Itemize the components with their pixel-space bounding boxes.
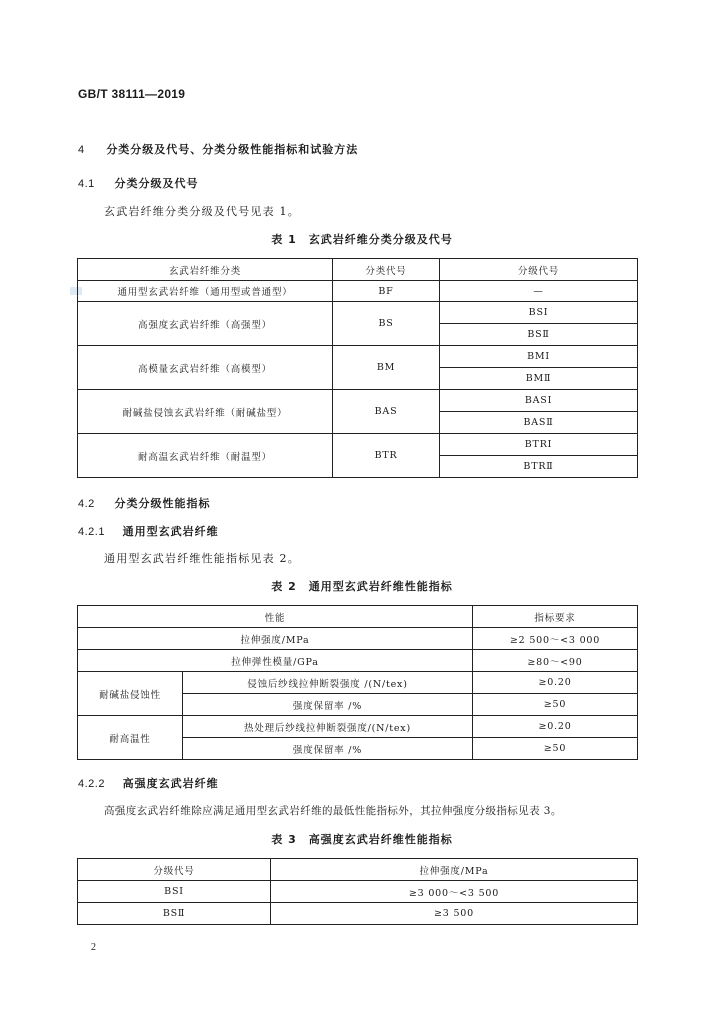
table-row: [78, 672, 638, 694]
column-header: 分级代号: [78, 859, 271, 881]
paragraph: 玄武岩纤维分类分级及代号见表 1。: [104, 205, 300, 218]
paragraph: 通用型玄武岩纤维性能指标见表 2。: [104, 552, 300, 565]
section-title: 通用型玄武岩纤维: [122, 525, 219, 538]
section-number: 4: [78, 144, 85, 156]
table-row: [78, 716, 638, 738]
grade-code-cell: BSⅠ: [78, 881, 271, 903]
type-code-cell: BTR: [333, 434, 440, 478]
fiber-type-cell: 高模量玄武岩纤维（高模型）: [78, 346, 333, 390]
property-cell: 强度保留率 /%: [183, 694, 473, 716]
table-row: [78, 390, 638, 412]
table-row: [78, 346, 638, 368]
table-2: [77, 605, 638, 760]
requirement-cell: ≥2 500～<3 000: [473, 628, 638, 650]
fiber-type-cell: 耐碱盐侵蚀玄武岩纤维（耐碱盐型）: [78, 390, 333, 434]
grade-code-cell: BSⅡ: [440, 324, 638, 346]
table-header-row: [78, 259, 638, 281]
property-cell: 拉伸强度/MPa: [78, 628, 473, 650]
grade-code-cell: BSⅠ: [440, 302, 638, 324]
grade-code-cell: BTRⅠ: [440, 434, 638, 456]
table-3: [77, 858, 638, 925]
table-row: [78, 628, 638, 650]
type-code-cell: BS: [333, 302, 440, 346]
grade-code-cell: BSⅡ: [78, 903, 271, 925]
grade-code-cell: BMⅡ: [440, 368, 638, 390]
column-header: 性能: [78, 606, 473, 628]
grade-code-cell: —: [440, 281, 638, 302]
table-3-caption: 表 3 高强度玄武岩纤维性能指标: [271, 833, 453, 846]
table-2-caption: 表 2 通用型玄武岩纤维性能指标: [271, 580, 453, 593]
type-code-cell: BAS: [333, 390, 440, 434]
tensile-strength-cell: ≥3 500: [271, 903, 638, 925]
property-cell: 拉伸弹性模量/GPa: [78, 650, 473, 672]
section-number: 4.2: [78, 498, 95, 510]
property-cell: 热处理后纱线拉伸断裂强度/(N/tex): [183, 716, 473, 738]
requirement-cell: ≥0.20: [473, 672, 638, 694]
requirement-cell: ≥50: [473, 738, 638, 760]
section-number: 4.2.1: [78, 526, 105, 538]
column-header: 玄武岩纤维分类: [78, 259, 333, 281]
paragraph: 高强度玄武岩纤维除应满足通用型玄武岩纤维的最低性能指标外，其拉伸强度分级指标见表 3。: [104, 805, 562, 817]
fiber-type-cell: 耐高温玄武岩纤维（耐温型）: [78, 434, 333, 478]
column-header: 拉伸强度/MPa: [271, 859, 638, 881]
section-number: 4.2.2: [78, 778, 105, 790]
property-group-cell: 耐碱盐侵蚀性: [78, 672, 183, 716]
property-group-cell: 耐高温性: [78, 716, 183, 760]
requirement-cell: ≥0.20: [473, 716, 638, 738]
column-header: 指标要求: [473, 606, 638, 628]
table-row: [78, 302, 638, 324]
section-title: 分类分级及代号: [114, 177, 199, 190]
tensile-strength-cell: ≥3 000～<3 500: [271, 881, 638, 903]
table-header-row: [78, 859, 638, 881]
section-4-2-1-heading: [78, 523, 219, 539]
table-row: [78, 881, 638, 903]
section-title: 高强度玄武岩纤维: [122, 777, 219, 790]
standard-code: GB/T 38111—2019: [78, 87, 186, 101]
column-header: 分级代号: [440, 259, 638, 281]
table-1-caption: 表 1 玄武岩纤维分类分级及代号: [271, 233, 453, 246]
section-title: 分类分级性能指标: [114, 497, 211, 510]
grade-code-cell: BMⅠ: [440, 346, 638, 368]
type-code-cell: BM: [333, 346, 440, 390]
column-header: 分类代号: [333, 259, 440, 281]
grade-code-cell: BTRⅡ: [440, 456, 638, 478]
fiber-type-cell: 高强度玄武岩纤维（高强型）: [78, 302, 333, 346]
requirement-cell: ≥50: [473, 694, 638, 716]
section-4-heading: [78, 141, 358, 157]
table-1: [77, 258, 638, 478]
type-code-cell: BF: [333, 281, 440, 302]
property-cell: 强度保留率 /%: [183, 738, 473, 760]
section-number: 4.1: [78, 178, 95, 190]
grade-code-cell: BASⅠ: [440, 390, 638, 412]
grade-code-cell: BASⅡ: [440, 412, 638, 434]
requirement-cell: ≥80～<90: [473, 650, 638, 672]
table-row: [78, 434, 638, 456]
fiber-type-cell: 通用型玄武岩纤维（通用型或普通型）: [78, 281, 333, 302]
table-row: [78, 281, 638, 302]
section-4-2-2-heading: [78, 775, 219, 791]
section-title: 分类分级及代号、分类分级性能指标和试验方法: [106, 143, 359, 156]
table-header-row: [78, 606, 638, 628]
section-4-2-heading: [78, 495, 210, 511]
property-cell: 侵蚀后纱线拉伸断裂强度 /(N/tex): [183, 672, 473, 694]
section-4-1-heading: [78, 175, 198, 191]
table-row: [78, 650, 638, 672]
table-row: [78, 903, 638, 925]
page-number: 2: [91, 942, 96, 953]
